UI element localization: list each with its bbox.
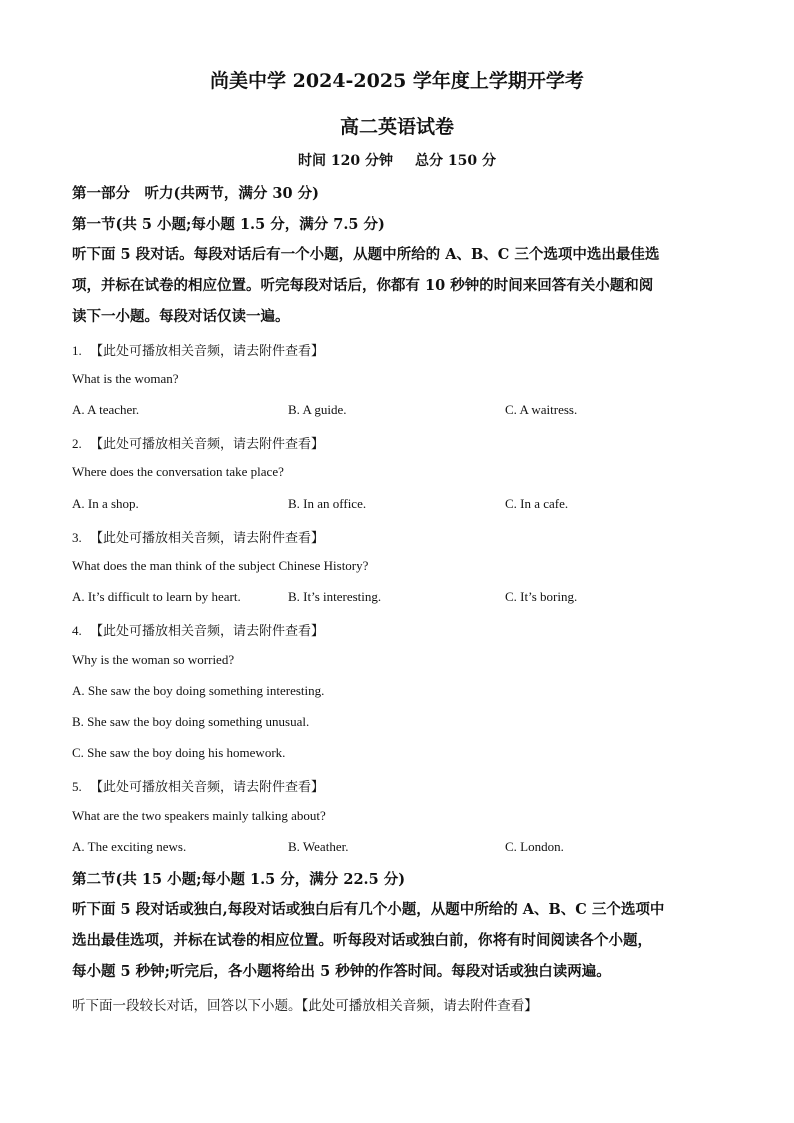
option-a: A. It’s difficult to learn by heart.: [72, 589, 241, 604]
exam-time: 时间 120 分钟: [298, 153, 393, 169]
section1-instructions: [72, 239, 722, 332]
option-b: B. A guide.: [288, 402, 347, 417]
option-a: A. She saw the boy doing something interesting.: [72, 683, 325, 698]
option-c: C. She saw the boy doing his homework.: [72, 745, 286, 760]
question-audio-line: [72, 340, 324, 359]
exam-subtitle: 高二英语试卷: [339, 116, 454, 138]
instruction-line: 选出最佳选项，并标在试卷的相应位置。听每段对话或独白前，你将有时间阅读各个小题，: [72, 932, 652, 949]
option-b: B. She saw the boy doing something unusual.: [72, 714, 310, 729]
option-a: A. A teacher.: [72, 402, 140, 417]
question-text: What does the man think of the subject Chinese History?: [72, 558, 369, 573]
instruction-line: 每小题 5 秒钟;听完后，各小题将给出 5 秒钟的作答时间。每段对话或独白读两遍。: [72, 963, 611, 980]
question-text: What are the two speakers mainly talking about?: [72, 808, 326, 823]
exam-title: 尚美中学 2024-2025 学年度上学期开学考: [210, 70, 584, 92]
section1-heading: 第一节(共 5 小题;每小题 1.5 分，满分 7.5 分): [72, 216, 385, 233]
question-text: Where does the conversation take place?: [72, 464, 284, 479]
instruction-line: 读下一小题。每段对话仅读一遍。: [72, 308, 290, 325]
audio-note[interactable]: 【此处可播放相关音频，请去附件查看】: [90, 343, 325, 358]
question-text: What is the woman?: [72, 371, 179, 386]
option-b: B. Weather.: [288, 839, 349, 854]
question-text: Why is the woman so worried?: [72, 652, 235, 667]
question-audio-line: [72, 433, 324, 452]
instruction-line: 听下面 5 段对话或独白,每段对话或独白后有几个小题，从题中所给的 A、B、C 三个选项中: [72, 901, 665, 918]
audio-note[interactable]: 【此处可播放相关音频，请去附件查看】: [90, 436, 325, 451]
question-audio-line: [72, 527, 324, 546]
question-number: 4.: [72, 623, 82, 638]
part1-heading: 第一部分 听力(共两节，满分 30 分): [72, 185, 319, 202]
option-b: B. In an office.: [288, 496, 367, 511]
question-number: 1.: [72, 343, 82, 358]
audio-note[interactable]: 【此处可播放相关音频，请去附件查看】: [90, 623, 325, 638]
long-dialogue-note[interactable]: 听下面一段较长对话，回答以下小题。【此处可播放相关音频，请去附件查看】: [72, 998, 538, 1013]
question-number: 3.: [72, 530, 82, 545]
option-c: C. In a cafe.: [505, 496, 569, 511]
option-a: A. The exciting news.: [72, 839, 187, 854]
instruction-line: 项，并标在试卷的相应位置。听完每段对话后，你都有 10 秒钟的时间来回答有关小题和阅: [72, 277, 654, 294]
question-audio-line: [72, 776, 324, 795]
question-audio-line: [72, 620, 324, 639]
question-number: 5.: [72, 779, 82, 794]
audio-note[interactable]: 【此处可播放相关音频，请去附件查看】: [90, 530, 325, 545]
question-number: 2.: [72, 436, 82, 451]
exam-time-score: [0, 150, 794, 170]
instruction-line: 听下面 5 段对话。每段对话后有一个小题，从题中所给的 A、B、C 三个选项中选出最佳选: [72, 246, 660, 263]
option-c: C. London.: [505, 839, 564, 854]
option-c: C. It’s boring.: [505, 589, 578, 604]
option-a: A. In a shop.: [72, 496, 139, 511]
exam-total-score: 总分 150 分: [415, 153, 496, 169]
audio-note[interactable]: 【此处可播放相关音频，请去附件查看】: [90, 779, 325, 794]
section2-instructions: [72, 894, 722, 987]
option-c: C. A waitress.: [505, 402, 578, 417]
option-b: B. It’s interesting.: [288, 589, 382, 604]
section2-heading: 第二节(共 15 小题;每小题 1.5 分，满分 22.5 分): [72, 871, 406, 888]
